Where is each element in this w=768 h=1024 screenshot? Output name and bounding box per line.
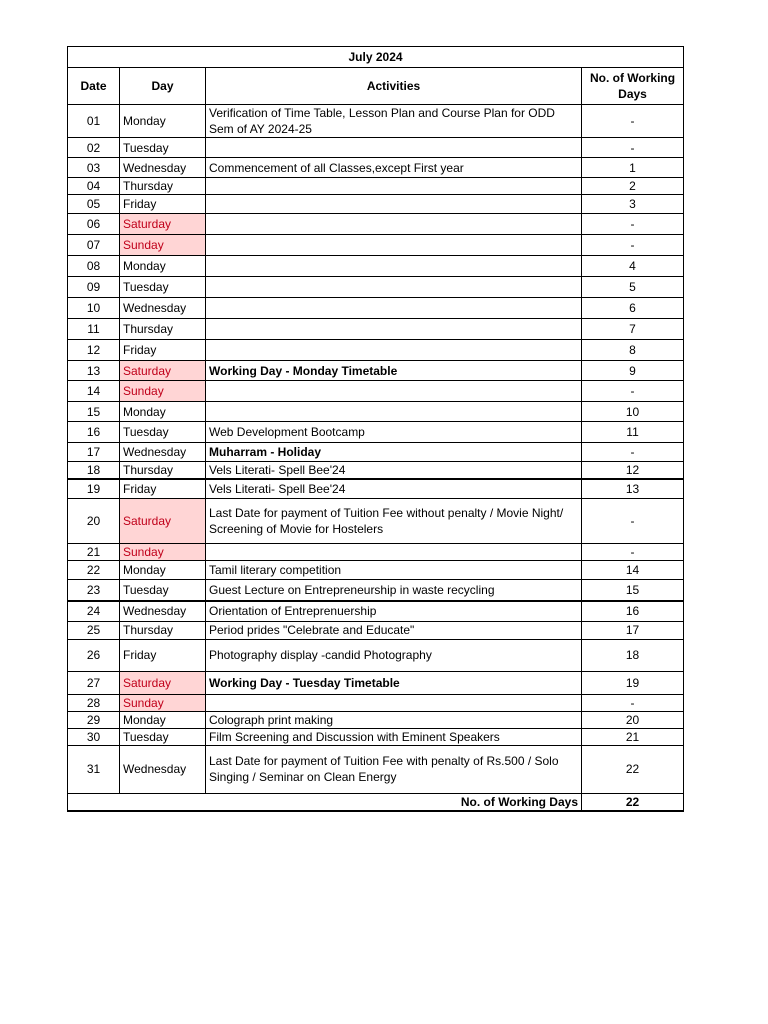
day-cell: Sunday	[120, 543, 206, 560]
table-row	[68, 178, 684, 195]
date-cell: 21	[68, 543, 120, 560]
day-cell: Thursday	[120, 462, 206, 480]
working-day-count-cell: -	[582, 235, 684, 256]
working-day-count-cell: 18	[582, 639, 684, 671]
activity-cell: Verification of Time Table, Lesson Plan and Course Plan for ODD Sem of AY 2024-25	[206, 105, 582, 138]
table-row	[68, 256, 684, 277]
month-title: July 2024	[68, 47, 684, 68]
working-day-count-cell: 12	[582, 462, 684, 480]
academic-calendar-table	[67, 46, 684, 812]
date-cell: 15	[68, 402, 120, 422]
working-day-count-cell: 8	[582, 340, 684, 361]
activity-cell	[206, 256, 582, 277]
activity-cell: Tamil literary competition	[206, 560, 582, 579]
date-cell: 02	[68, 138, 120, 158]
working-day-count-cell: 3	[582, 195, 684, 214]
activity-cell: Colograph print making	[206, 711, 582, 728]
working-day-count-cell: 20	[582, 711, 684, 728]
working-day-count-cell: -	[582, 214, 684, 235]
day-cell: Saturday	[120, 214, 206, 235]
day-cell: Friday	[120, 639, 206, 671]
date-cell: 31	[68, 745, 120, 793]
activity-cell	[206, 402, 582, 422]
day-cell: Wednesday	[120, 601, 206, 621]
date-cell: 29	[68, 711, 120, 728]
activity-cell	[206, 694, 582, 711]
activity-cell: Web Development Bootcamp	[206, 422, 582, 443]
working-day-count-cell: -	[582, 138, 684, 158]
activity-cell: Last Date for payment of Tuition Fee without penalty / Movie Night/ Screening of Movie for Hostelers	[206, 498, 582, 543]
table-row	[68, 711, 684, 728]
activities-header: Activities	[206, 68, 582, 105]
table-row	[68, 498, 684, 543]
day-cell: Thursday	[120, 319, 206, 340]
working-day-count-cell: 16	[582, 601, 684, 621]
date-cell: 04	[68, 178, 120, 195]
activity-cell: Photography display -candid Photography	[206, 639, 582, 671]
table-row	[68, 560, 684, 579]
activity-cell: Vels Literati- Spell Bee'24	[206, 462, 582, 480]
working-day-count-cell: 9	[582, 361, 684, 381]
working-day-count-cell: 4	[582, 256, 684, 277]
activity-cell: Guest Lecture on Entrepreneurship in waste recycling	[206, 579, 582, 601]
table-row	[68, 277, 684, 298]
activity-cell	[206, 277, 582, 298]
table-row	[68, 340, 684, 361]
day-cell: Monday	[120, 256, 206, 277]
activity-cell	[206, 195, 582, 214]
date-cell: 09	[68, 277, 120, 298]
table-row	[68, 138, 684, 158]
date-cell: 06	[68, 214, 120, 235]
date-cell: 20	[68, 498, 120, 543]
working-day-count-cell: 6	[582, 298, 684, 319]
table-row	[68, 621, 684, 639]
working-day-count-cell: 11	[582, 422, 684, 443]
day-cell: Friday	[120, 479, 206, 498]
activity-cell	[206, 138, 582, 158]
table-row	[68, 745, 684, 793]
date-cell: 17	[68, 443, 120, 462]
activity-cell: Film Screening and Discussion with Eminent Speakers	[206, 728, 582, 745]
day-cell: Monday	[120, 105, 206, 138]
table-row	[68, 543, 684, 560]
day-cell: Wednesday	[120, 443, 206, 462]
table-row	[68, 639, 684, 671]
date-cell: 16	[68, 422, 120, 443]
working-days-header: No. of Working Days	[582, 68, 684, 105]
day-cell: Sunday	[120, 694, 206, 711]
date-cell: 12	[68, 340, 120, 361]
day-cell: Saturday	[120, 361, 206, 381]
working-day-count-cell: -	[582, 443, 684, 462]
total-label: No. of Working Days	[68, 793, 582, 811]
day-header: Day	[120, 68, 206, 105]
date-cell: 25	[68, 621, 120, 639]
table-row	[68, 579, 684, 601]
activity-cell	[206, 319, 582, 340]
working-day-count-cell: 2	[582, 178, 684, 195]
day-cell: Thursday	[120, 178, 206, 195]
day-cell: Monday	[120, 560, 206, 579]
activity-cell	[206, 178, 582, 195]
working-day-count-cell: 21	[582, 728, 684, 745]
table-row	[68, 214, 684, 235]
table-row	[68, 158, 684, 178]
working-day-count-cell: 19	[582, 671, 684, 694]
day-cell: Friday	[120, 340, 206, 361]
date-cell: 07	[68, 235, 120, 256]
working-day-count-cell: 1	[582, 158, 684, 178]
working-day-count-cell: 10	[582, 402, 684, 422]
table-row	[68, 381, 684, 402]
date-cell: 10	[68, 298, 120, 319]
date-cell: 13	[68, 361, 120, 381]
table-row	[68, 728, 684, 745]
date-cell: 01	[68, 105, 120, 138]
date-cell: 28	[68, 694, 120, 711]
activity-cell: Muharram - Holiday	[206, 443, 582, 462]
day-cell: Thursday	[120, 621, 206, 639]
date-cell: 14	[68, 381, 120, 402]
activity-cell: Period prides "Celebrate and Educate"	[206, 621, 582, 639]
day-cell: Tuesday	[120, 728, 206, 745]
activity-cell	[206, 340, 582, 361]
date-cell: 22	[68, 560, 120, 579]
table-row	[68, 298, 684, 319]
activity-cell: Vels Literati- Spell Bee'24	[206, 479, 582, 498]
day-cell: Wednesday	[120, 158, 206, 178]
day-cell: Saturday	[120, 671, 206, 694]
day-cell: Monday	[120, 711, 206, 728]
working-day-count-cell: 7	[582, 319, 684, 340]
day-cell: Friday	[120, 195, 206, 214]
date-cell: 03	[68, 158, 120, 178]
table-row	[68, 105, 684, 138]
activity-cell: Working Day - Monday Timetable	[206, 361, 582, 381]
working-day-count-cell: -	[582, 381, 684, 402]
working-day-count-cell: -	[582, 543, 684, 560]
day-cell: Tuesday	[120, 277, 206, 298]
table-row	[68, 235, 684, 256]
day-cell: Tuesday	[120, 422, 206, 443]
activity-cell	[206, 543, 582, 560]
activity-cell	[206, 214, 582, 235]
working-day-count-cell: 22	[582, 745, 684, 793]
table-row	[68, 601, 684, 621]
table-row	[68, 402, 684, 422]
date-cell: 05	[68, 195, 120, 214]
working-day-count-cell: 5	[582, 277, 684, 298]
activity-cell	[206, 298, 582, 319]
total-value: 22	[582, 793, 684, 811]
date-cell: 19	[68, 479, 120, 498]
table-row	[68, 462, 684, 480]
table-row	[68, 195, 684, 214]
day-cell: Tuesday	[120, 138, 206, 158]
activity-cell: Orientation of Entreprenuership	[206, 601, 582, 621]
table-row	[68, 443, 684, 462]
day-cell: Sunday	[120, 235, 206, 256]
day-cell: Wednesday	[120, 298, 206, 319]
day-cell: Tuesday	[120, 579, 206, 601]
working-day-count-cell: -	[582, 105, 684, 138]
date-header: Date	[68, 68, 120, 105]
activity-cell	[206, 381, 582, 402]
activity-cell	[206, 235, 582, 256]
date-cell: 30	[68, 728, 120, 745]
table-row	[68, 479, 684, 498]
day-cell: Monday	[120, 402, 206, 422]
activity-cell: Working Day - Tuesday Timetable	[206, 671, 582, 694]
table-row	[68, 694, 684, 711]
calendar-rows	[68, 105, 684, 794]
date-cell: 18	[68, 462, 120, 480]
working-day-count-cell: -	[582, 694, 684, 711]
date-cell: 23	[68, 579, 120, 601]
date-cell: 27	[68, 671, 120, 694]
working-day-count-cell: 13	[582, 479, 684, 498]
table-row	[68, 422, 684, 443]
day-cell: Wednesday	[120, 745, 206, 793]
working-day-count-cell: 15	[582, 579, 684, 601]
working-day-count-cell: 14	[582, 560, 684, 579]
day-cell: Sunday	[120, 381, 206, 402]
date-cell: 08	[68, 256, 120, 277]
table-row	[68, 319, 684, 340]
working-day-count-cell: -	[582, 498, 684, 543]
date-cell: 26	[68, 639, 120, 671]
table-row	[68, 361, 684, 381]
activity-cell: Commencement of all Classes,except First year	[206, 158, 582, 178]
table-row	[68, 671, 684, 694]
day-cell: Saturday	[120, 498, 206, 543]
activity-cell: Last Date for payment of Tuition Fee with penalty of Rs.500 / Solo Singing / Seminar on Clean Energy	[206, 745, 582, 793]
date-cell: 11	[68, 319, 120, 340]
working-day-count-cell: 17	[582, 621, 684, 639]
date-cell: 24	[68, 601, 120, 621]
